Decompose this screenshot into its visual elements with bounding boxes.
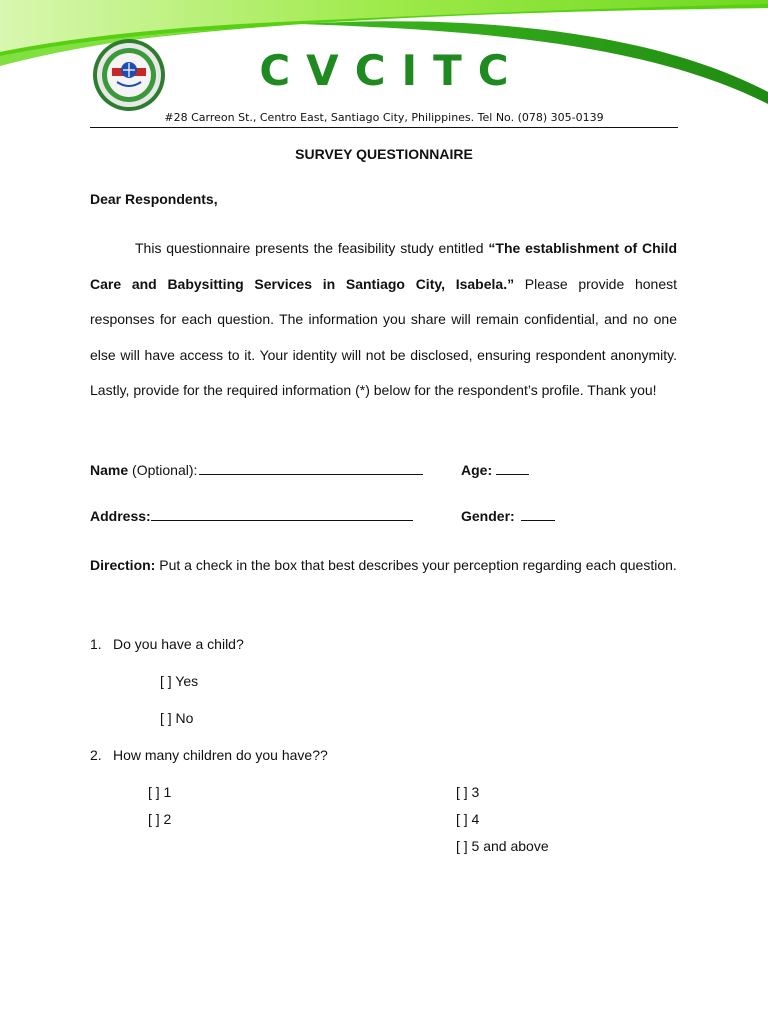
age-field-row bbox=[461, 462, 529, 478]
address-blank[interactable] bbox=[151, 508, 413, 521]
name-blank[interactable] bbox=[199, 462, 423, 475]
option-2[interactable]: [ ] 2 bbox=[148, 811, 172, 827]
option-4[interactable]: [ ] 4 bbox=[456, 811, 480, 827]
organization-address: #28 Carreon St., Centro East, Santiago City, Philippines. Tel No. (078) 305-0139 bbox=[164, 111, 604, 124]
address-field-row bbox=[90, 508, 413, 524]
direction-label: Direction: bbox=[90, 557, 156, 573]
organization-name: CVCITC bbox=[259, 46, 525, 95]
age-blank[interactable] bbox=[496, 462, 529, 475]
gender-field-row bbox=[461, 508, 555, 524]
intro-rest: Please provide honest responses for each question. The information you share will remain confidential, and no one else will have access to it. Your identity will not be disclosed, ensuring respondent anonymity. Lastly, provide for the required information (*) below for the respondent’s profile. Thank you! bbox=[90, 275, 677, 399]
document-title: SURVEY QUESTIONNAIRE bbox=[295, 146, 473, 162]
direction-text: Put a check in the box that best describes your perception regarding each question. bbox=[155, 557, 677, 573]
study-title: “The establishment of Child Care and Babysitting Services in Santiago City, Isabela.” bbox=[90, 240, 677, 292]
option-1[interactable]: [ ] 1 bbox=[148, 784, 172, 800]
question-number: 2. bbox=[90, 747, 102, 763]
gender-blank[interactable] bbox=[521, 508, 555, 521]
salutation: Dear Respondents, bbox=[90, 191, 218, 207]
header-divider bbox=[90, 127, 678, 128]
question-2 bbox=[90, 747, 328, 763]
direction-paragraph bbox=[90, 548, 677, 584]
option-3[interactable]: [ ] 3 bbox=[456, 784, 480, 800]
intro-lead: This questionnaire presents the feasibility study entitled bbox=[135, 240, 489, 256]
name-label: Name bbox=[90, 462, 129, 478]
address-label: Address: bbox=[90, 508, 151, 524]
intro-paragraph bbox=[90, 231, 677, 409]
option-no[interactable]: [ ] No bbox=[160, 710, 194, 726]
gender-label: Gender: bbox=[461, 508, 515, 524]
name-field-row bbox=[90, 462, 423, 478]
option-yes[interactable]: [ ] Yes bbox=[160, 673, 199, 689]
question-text: Do you have a child? bbox=[113, 636, 244, 652]
question-number: 1. bbox=[90, 636, 102, 652]
question-1 bbox=[90, 636, 244, 652]
question-text: How many children do you have?? bbox=[113, 747, 328, 763]
option-5-and-above[interactable]: [ ] 5 and above bbox=[456, 838, 549, 854]
name-optional-note: (Optional): bbox=[128, 462, 198, 478]
age-label: Age: bbox=[461, 462, 493, 478]
